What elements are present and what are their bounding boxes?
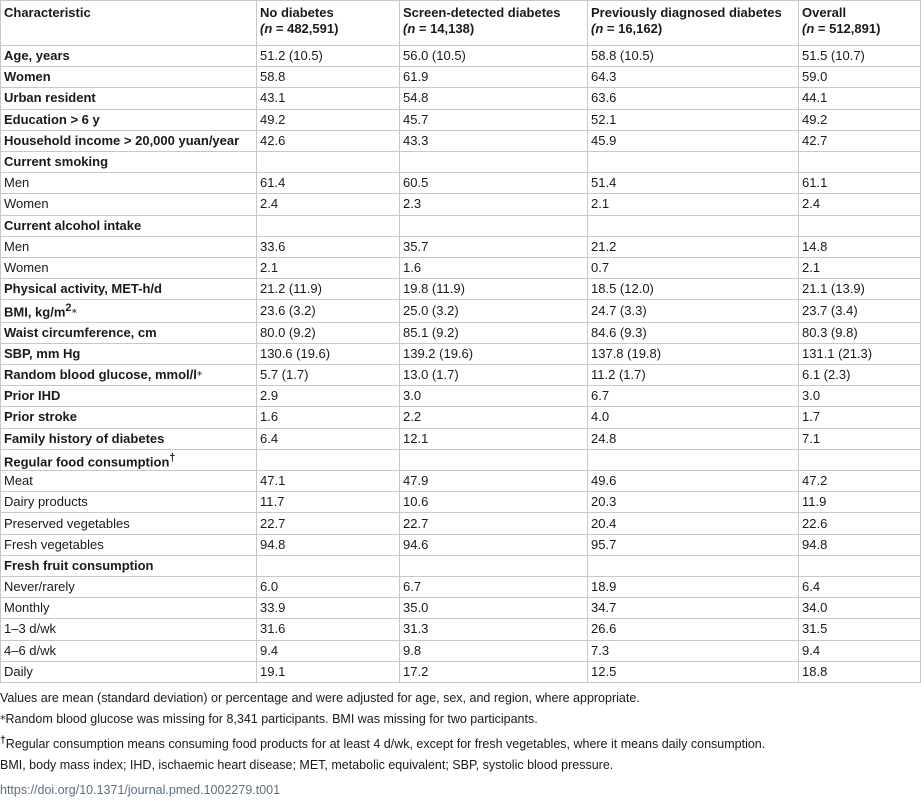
table-cell <box>257 555 400 576</box>
table-cell <box>588 215 799 236</box>
table-cell: 47.9 <box>400 471 588 492</box>
table-cell <box>588 555 799 576</box>
table-cell: 1.6 <box>400 257 588 278</box>
table-cell: 51.5 (10.7) <box>799 46 921 67</box>
table-row <box>1 407 921 428</box>
table-cell: 14.8 <box>799 236 921 257</box>
table-cell: 139.2 (19.6) <box>400 343 588 364</box>
table-cell: 26.6 <box>588 619 799 640</box>
table-cell: 61.4 <box>257 173 400 194</box>
table-cell: 94.8 <box>257 534 400 555</box>
row-label: Meat <box>1 471 257 492</box>
row-label: Age, years <box>1 46 257 67</box>
table-cell: 6.4 <box>257 428 400 449</box>
row-label: 4–6 d/wk <box>1 640 257 661</box>
table-cell: 84.6 (9.3) <box>588 322 799 343</box>
table-cell: 31.5 <box>799 619 921 640</box>
row-label: Preserved vegetables <box>1 513 257 534</box>
row-label: Current smoking <box>1 151 257 172</box>
table-cell: 11.9 <box>799 492 921 513</box>
table-cell: 18.8 <box>799 661 921 682</box>
table-cell: 47.1 <box>257 471 400 492</box>
row-label: Women <box>1 257 257 278</box>
table-cell: 80.0 (9.2) <box>257 322 400 343</box>
table-row <box>1 257 921 278</box>
table-cell <box>799 449 921 470</box>
table-row <box>1 513 921 534</box>
table-cell: 23.7 (3.4) <box>799 300 921 322</box>
table-cell: 24.7 (3.3) <box>588 300 799 322</box>
row-label: Fresh fruit consumption <box>1 555 257 576</box>
table-cell: 11.7 <box>257 492 400 513</box>
table-cell <box>257 449 400 470</box>
table-cell: 24.8 <box>588 428 799 449</box>
star-footnote: *Random blood glucose was missing for 8,341 participants. BMI was missing for two participants. <box>0 712 538 726</box>
table-cell: 1.6 <box>257 407 400 428</box>
table-cell <box>400 449 588 470</box>
table-cell: 2.4 <box>257 194 400 215</box>
abbreviations-footnote: BMI, body mass index; IHD, ischaemic heart disease; MET, metabolic equivalent; SBP, systolic blood pressure. <box>0 758 614 773</box>
table-cell: 94.6 <box>400 534 588 555</box>
table-cell: 45.7 <box>400 109 588 130</box>
table-cell: 31.6 <box>257 619 400 640</box>
row-label: Urban resident <box>1 88 257 109</box>
table-cell: 18.9 <box>588 576 799 597</box>
header-previously-diagnosed: Previously diagnosed diabetes (n = 16,162) <box>588 1 799 46</box>
table-cell: 60.5 <box>400 173 588 194</box>
table-cell: 34.7 <box>588 598 799 619</box>
row-label: SBP, mm Hg <box>1 343 257 364</box>
table-cell: 45.9 <box>588 130 799 151</box>
table-cell: 21.2 <box>588 236 799 257</box>
table-cell <box>799 555 921 576</box>
table-cell: 6.0 <box>257 576 400 597</box>
table-cell: 7.1 <box>799 428 921 449</box>
row-label: Random blood glucose, mmol/l* <box>1 364 257 385</box>
row-label: Regular food consumption† <box>1 449 257 470</box>
table-cell: 1.7 <box>799 407 921 428</box>
table-cell: 3.0 <box>400 386 588 407</box>
table-cell: 5.7 (1.7) <box>257 364 400 385</box>
table-body <box>1 46 921 683</box>
row-label: Household income > 20,000 yuan/year <box>1 130 257 151</box>
table-row <box>1 194 921 215</box>
row-label: Men <box>1 173 257 194</box>
row-label: Women <box>1 194 257 215</box>
table-cell: 25.0 (3.2) <box>400 300 588 322</box>
star-symbol: * <box>0 713 6 726</box>
table-row <box>1 300 921 322</box>
table-cell: 49.6 <box>588 471 799 492</box>
table-cell: 137.8 (19.8) <box>588 343 799 364</box>
table-row <box>1 576 921 597</box>
table-row <box>1 173 921 194</box>
row-label: Never/rarely <box>1 576 257 597</box>
table-cell: 64.3 <box>588 67 799 88</box>
row-label: Family history of diabetes <box>1 428 257 449</box>
table-cell: 19.1 <box>257 661 400 682</box>
table-cell: 23.6 (3.2) <box>257 300 400 322</box>
table-cell: 47.2 <box>799 471 921 492</box>
table-cell: 22.7 <box>257 513 400 534</box>
table-cell: 42.7 <box>799 130 921 151</box>
table-footnotes <box>0 690 920 778</box>
table-row <box>1 640 921 661</box>
table-row <box>1 449 921 470</box>
table-row <box>1 492 921 513</box>
table-cell: 11.2 (1.7) <box>588 364 799 385</box>
table-cell: 35.0 <box>400 598 588 619</box>
doi-link[interactable]: https://doi.org/10.1371/journal.pmed.1002279.t001 <box>0 783 281 797</box>
row-label: Physical activity, MET-h/d <box>1 279 257 300</box>
values-footnote: Values are mean (standard deviation) or percentage and were adjusted for age, sex, and region, where appropriate. <box>0 691 640 705</box>
table-cell: 0.7 <box>588 257 799 278</box>
table-cell: 6.4 <box>799 576 921 597</box>
table-cell: 13.0 (1.7) <box>400 364 588 385</box>
table-cell: 63.6 <box>588 88 799 109</box>
table-row <box>1 279 921 300</box>
table-cell: 31.3 <box>400 619 588 640</box>
table-cell: 94.8 <box>799 534 921 555</box>
table-cell: 6.7 <box>400 576 588 597</box>
row-label: Current alcohol intake <box>1 215 257 236</box>
table-cell: 56.0 (10.5) <box>400 46 588 67</box>
table-cell <box>400 215 588 236</box>
table-cell <box>799 151 921 172</box>
table-cell: 85.1 (9.2) <box>400 322 588 343</box>
row-label: Men <box>1 236 257 257</box>
table-cell <box>257 215 400 236</box>
table-cell: 61.1 <box>799 173 921 194</box>
table-cell: 61.9 <box>400 67 588 88</box>
row-label: Waist circumference, cm <box>1 322 257 343</box>
table-row <box>1 555 921 576</box>
row-label: BMI, $kg/m^2*$ <box>1 300 257 322</box>
table-cell <box>400 555 588 576</box>
table-cell: 51.4 <box>588 173 799 194</box>
table-cell: 58.8 <box>257 67 400 88</box>
table-cell: 2.3 <box>400 194 588 215</box>
table-row <box>1 236 921 257</box>
header-screen-detected: Screen-detected diabetes (n = 14,138) <box>400 1 588 46</box>
table-row <box>1 46 921 67</box>
table-cell: 19.8 (11.9) <box>400 279 588 300</box>
header-overall: Overall (n = 512,891) <box>799 1 921 46</box>
table-row <box>1 67 921 88</box>
table-cell: 22.6 <box>799 513 921 534</box>
row-label: Fresh vegetables <box>1 534 257 555</box>
table-cell: 18.5 (12.0) <box>588 279 799 300</box>
table-cell: 49.2 <box>257 109 400 130</box>
table-cell: 2.9 <box>257 386 400 407</box>
table-cell: 2.1 <box>257 257 400 278</box>
header-no-diabetes: No diabetes (n = 482,591) <box>257 1 400 46</box>
row-label: Prior stroke <box>1 407 257 428</box>
table-cell: 34.0 <box>799 598 921 619</box>
table-cell: 10.6 <box>400 492 588 513</box>
table-cell: 4.0 <box>588 407 799 428</box>
table-cell: 22.7 <box>400 513 588 534</box>
table-cell: 2.2 <box>400 407 588 428</box>
table-cell: 21.2 (11.9) <box>257 279 400 300</box>
table-row <box>1 151 921 172</box>
row-label: Education > 6 y <box>1 109 257 130</box>
row-label: Dairy products <box>1 492 257 513</box>
table-cell: 9.4 <box>257 640 400 661</box>
table-cell: 33.9 <box>257 598 400 619</box>
table-cell: 49.2 <box>799 109 921 130</box>
table-cell: 9.4 <box>799 640 921 661</box>
table-cell: 20.3 <box>588 492 799 513</box>
table-cell: 12.1 <box>400 428 588 449</box>
table-row <box>1 109 921 130</box>
table-cell: 42.6 <box>257 130 400 151</box>
table-row <box>1 130 921 151</box>
table-cell <box>257 151 400 172</box>
table-cell: 131.1 (21.3) <box>799 343 921 364</box>
table-cell: 54.8 <box>400 88 588 109</box>
table-cell: 35.7 <box>400 236 588 257</box>
table-cell: 80.3 (9.8) <box>799 322 921 343</box>
row-label: Monthly <box>1 598 257 619</box>
table-cell: 58.8 (10.5) <box>588 46 799 67</box>
header-characteristic: Characteristic <box>1 1 257 46</box>
table-cell <box>588 151 799 172</box>
table-cell: 130.6 (19.6) <box>257 343 400 364</box>
table-cell: 6.1 (2.3) <box>799 364 921 385</box>
row-label: Women <box>1 67 257 88</box>
table-row <box>1 428 921 449</box>
table-row <box>1 322 921 343</box>
table-row <box>1 343 921 364</box>
table-row <box>1 471 921 492</box>
table-row <box>1 88 921 109</box>
table-cell <box>799 215 921 236</box>
table-cell: 33.6 <box>257 236 400 257</box>
table-cell <box>588 449 799 470</box>
table-cell: 21.1 (13.9) <box>799 279 921 300</box>
table-cell: 44.1 <box>799 88 921 109</box>
dagger-footnote: †Regular consumption means consuming food products for at least 4 d/wk, except for fresh vegetables, where it means daily consumption. <box>0 735 766 752</box>
table-row <box>1 534 921 555</box>
table-cell <box>400 151 588 172</box>
table-cell: 2.4 <box>799 194 921 215</box>
row-label: 1–3 d/wk <box>1 619 257 640</box>
table-cell: 6.7 <box>588 386 799 407</box>
table-cell: 9.8 <box>400 640 588 661</box>
table-row <box>1 215 921 236</box>
table-row <box>1 661 921 682</box>
table-cell: 20.4 <box>588 513 799 534</box>
table-row <box>1 598 921 619</box>
table-cell: 51.2 (10.5) <box>257 46 400 67</box>
row-label: Prior IHD <box>1 386 257 407</box>
table-cell: 12.5 <box>588 661 799 682</box>
table-cell: 43.3 <box>400 130 588 151</box>
table-cell: 3.0 <box>799 386 921 407</box>
table-cell: 52.1 <box>588 109 799 130</box>
dagger-symbol: † <box>0 735 6 746</box>
table-cell: 2.1 <box>799 257 921 278</box>
table-row <box>1 364 921 385</box>
table-cell: 95.7 <box>588 534 799 555</box>
row-label: Daily <box>1 661 257 682</box>
header-row <box>1 1 921 46</box>
table-row <box>1 386 921 407</box>
table-cell: 43.1 <box>257 88 400 109</box>
table-cell: 59.0 <box>799 67 921 88</box>
table-row <box>1 619 921 640</box>
table-cell: 2.1 <box>588 194 799 215</box>
table-cell: 17.2 <box>400 661 588 682</box>
table-cell: 7.3 <box>588 640 799 661</box>
